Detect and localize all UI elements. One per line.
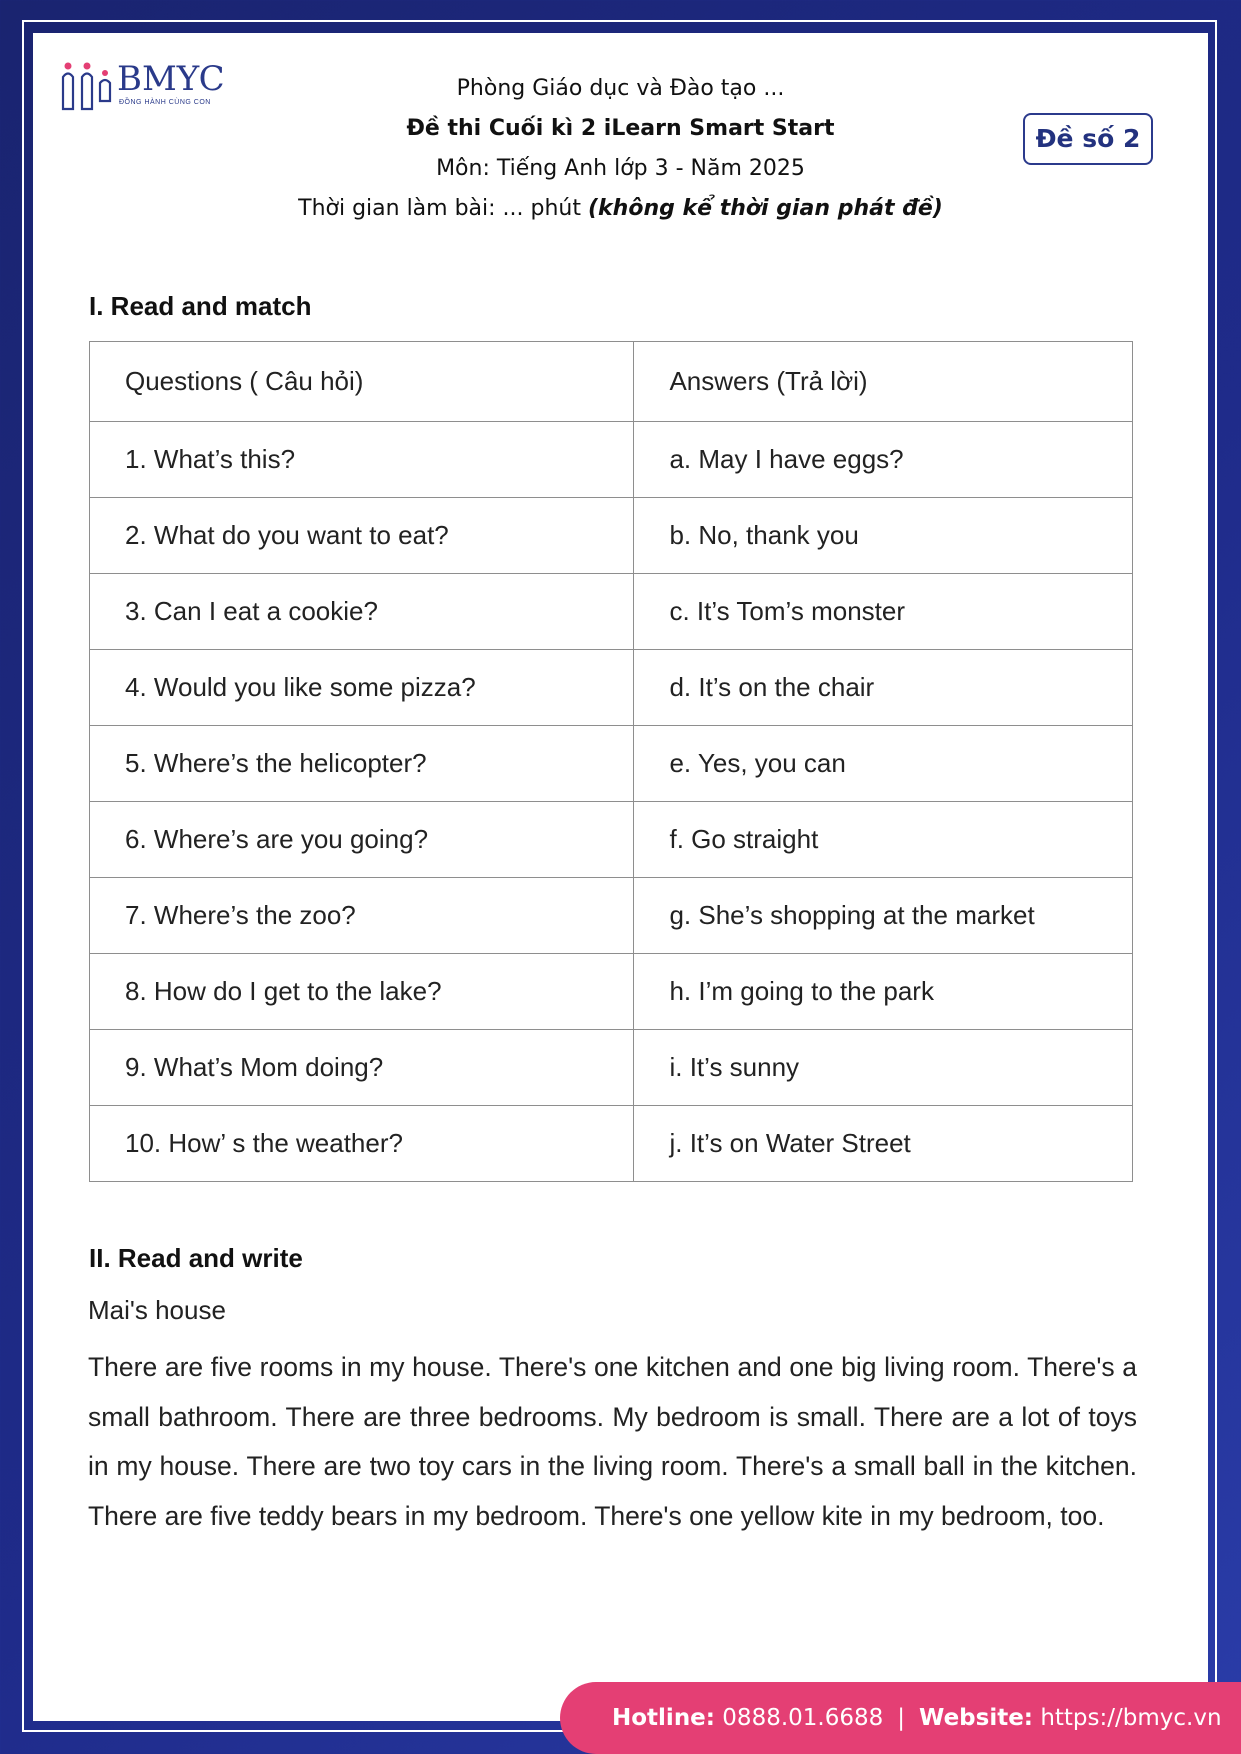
header-time-main: Thời gian làm bài: ... phút [298, 196, 588, 221]
website-label: Website: [919, 1705, 1033, 1731]
table-row [90, 422, 1133, 498]
table-header-row [90, 342, 1133, 422]
answer-cell: c. It’s Tom’s monster [634, 574, 1133, 650]
footer-contact-line [612, 1682, 1222, 1754]
header-time-note: (không kể thời gian phát đề) [588, 196, 943, 221]
question-cell: 1. What’s this? [90, 422, 634, 498]
answer-cell: b. No, thank you [634, 498, 1133, 574]
question-cell: 8. How do I get to the lake? [90, 954, 634, 1030]
answer-cell: e. Yes, you can [634, 726, 1133, 802]
footer-separator: | [897, 1705, 906, 1731]
logo-tagline: ĐỒNG HÀNH CÙNG CON [119, 99, 211, 106]
column-header-answers: Answers (Trả lời) [634, 342, 1133, 422]
header-subject: Môn: Tiếng Anh lớp 3 - Năm 2025 [436, 156, 805, 181]
question-cell: 6. Where’s are you going? [90, 802, 634, 878]
table-row [90, 802, 1133, 878]
section-2-title: II. Read and write [89, 1243, 303, 1273]
hotline-label: Hotline: [612, 1705, 715, 1731]
table-row [90, 878, 1133, 954]
header-exam-title: Đề thi Cuối kì 2 iLearn Smart Start [406, 116, 835, 141]
table-row [90, 498, 1133, 574]
table-row [90, 650, 1133, 726]
question-cell: 3. Can I eat a cookie? [90, 574, 634, 650]
question-cell: 10. How’ s the weather? [90, 1106, 634, 1182]
answer-cell: h. I’m going to the park [634, 954, 1133, 1030]
header-time [33, 189, 1208, 229]
table-row [90, 574, 1133, 650]
question-cell: 4. Would you like some pizza? [90, 650, 634, 726]
answer-cell: j. It’s on Water Street [634, 1106, 1133, 1182]
logo-wordmark: BMYC [117, 59, 225, 99]
exam-number-badge: Đề số 2 [1023, 113, 1153, 165]
answer-cell: d. It’s on the chair [634, 650, 1133, 726]
passage-title: Mai's house [88, 1295, 226, 1325]
exam-page [33, 33, 1208, 1721]
answer-cell: i. It’s sunny [634, 1030, 1133, 1106]
answer-cell: f. Go straight [634, 802, 1133, 878]
website-link[interactable]: https://bmyc.vn [1040, 1705, 1222, 1731]
table-row [90, 726, 1133, 802]
answer-cell: g. She’s shopping at the market [634, 878, 1133, 954]
hotline-number[interactable]: 0888.01.6688 [722, 1705, 884, 1731]
table-row [90, 1106, 1133, 1182]
contact-footer [560, 1682, 1241, 1754]
table-row [90, 1030, 1133, 1106]
match-table [89, 341, 1133, 1182]
question-cell: 2. What do you want to eat? [90, 498, 634, 574]
header-department: Phòng Giáo dục và Đào tạo ... [456, 76, 785, 101]
reading-passage: There are five rooms in my house. There's one kitchen and one big living room. There's a small bathroom. There are three bedrooms. My bedroom is small. There are a lot of toys in my house. There are two toy cars in the living room. There's a small ball in the kitchen. There are five teddy bears in my bedroom. There's one yellow kite in my bedroom, too. [88, 1352, 1137, 1531]
table-row [90, 954, 1133, 1030]
question-cell: 9. What’s Mom doing? [90, 1030, 634, 1106]
answer-cell: a. May I have eggs? [634, 422, 1133, 498]
section-1-title: I. Read and match [89, 291, 312, 321]
column-header-questions: Questions ( Câu hỏi) [90, 342, 634, 422]
question-cell: 7. Where’s the zoo? [90, 878, 634, 954]
question-cell: 5. Where’s the helicopter? [90, 726, 634, 802]
